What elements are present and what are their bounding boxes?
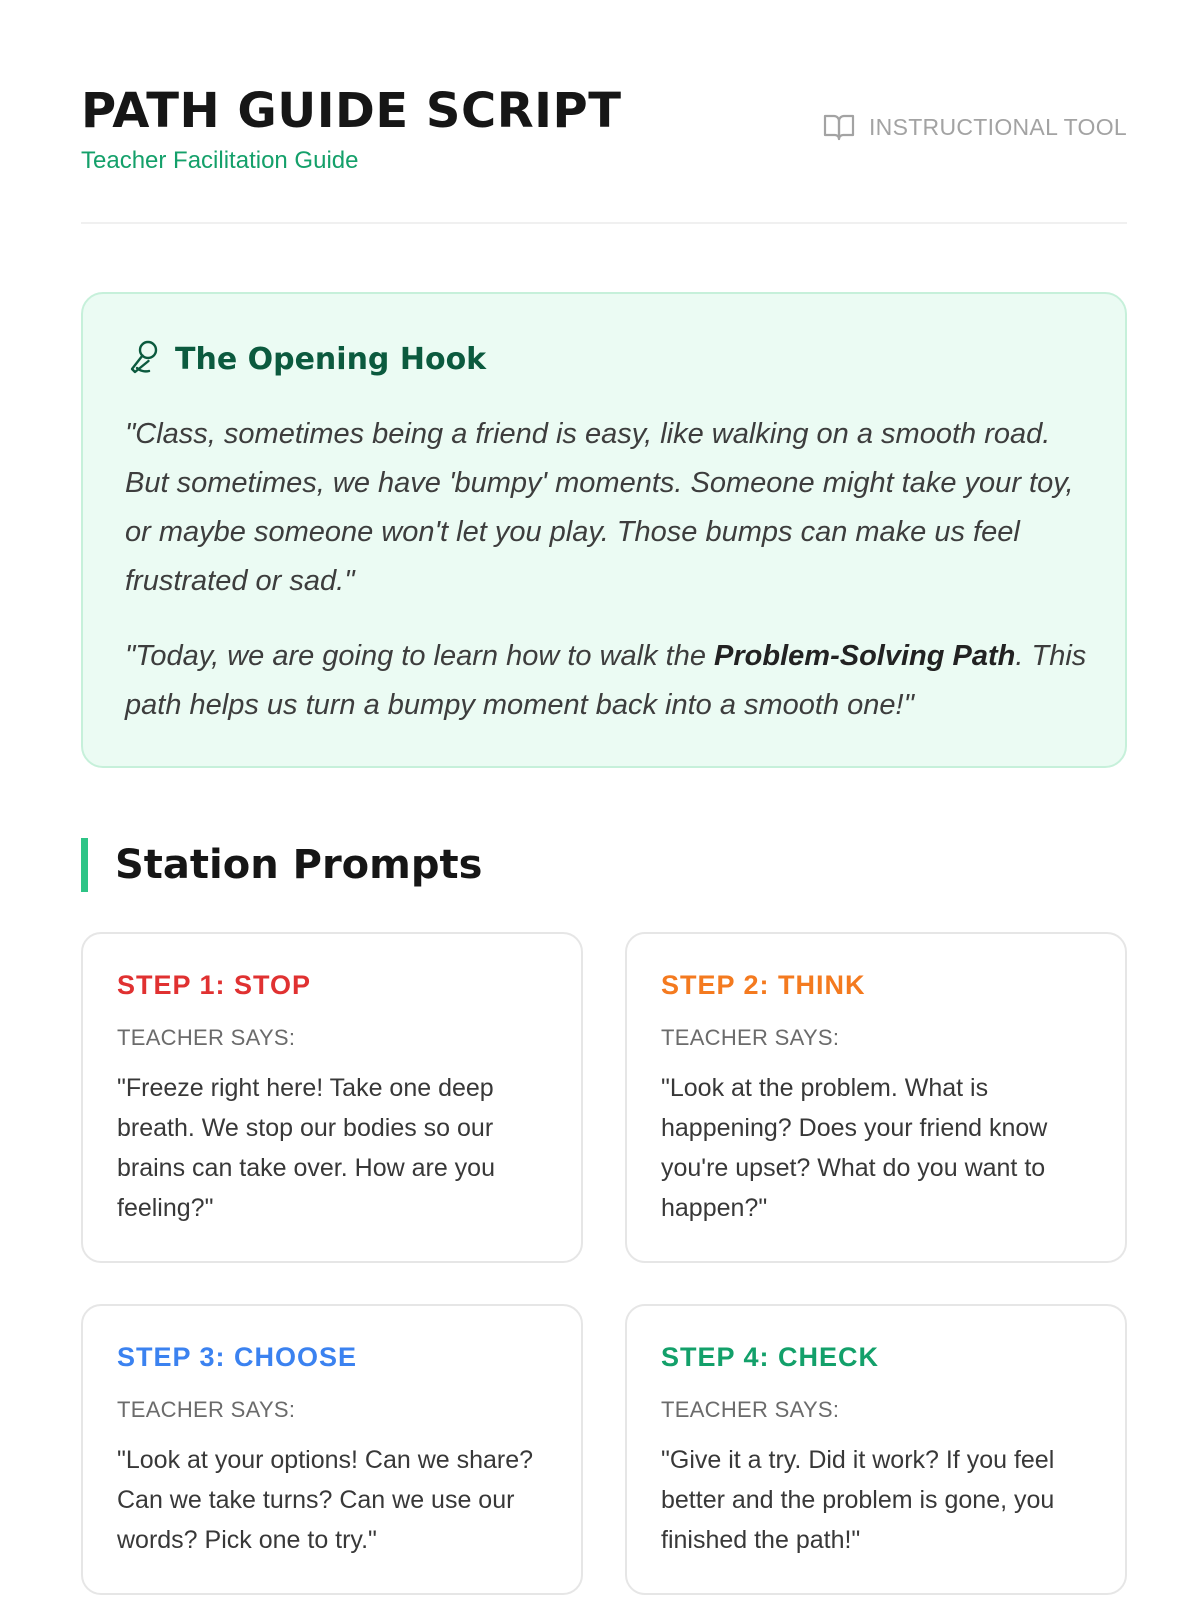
tag-label: INSTRUCTIONAL TOOL <box>868 113 1127 140</box>
page-title: PATH GUIDE SCRIPT <box>81 83 622 139</box>
step-card <box>625 1304 1127 1595</box>
hook-paragraph: "Class, sometimes being a friend is easy, like walking on a smooth road. But sometimes, we have 'bumpy' moments. Someone might take your toy, or maybe someone won't let you play. Those bumps can make us feel frustrated or sad." <box>125 418 1074 597</box>
section-heading <box>81 838 482 892</box>
teacher-says-label: TEACHER SAYS: <box>661 1397 840 1422</box>
step-label: STEP 4: CHECK <box>661 1342 880 1372</box>
step-card <box>81 932 583 1263</box>
step-label: STEP 2: THINK <box>661 970 866 1000</box>
section-title: Station Prompts <box>115 842 483 888</box>
step-label: STEP 1: STOP <box>117 970 312 1000</box>
teacher-says-label: TEACHER SAYS: <box>117 1025 296 1050</box>
page <box>81 0 1127 1554</box>
microphone-icon <box>127 338 161 381</box>
step-card <box>625 932 1127 1263</box>
hook-header <box>127 338 486 381</box>
hook-title: The Opening Hook <box>175 342 487 377</box>
opening-hook-card <box>81 292 1127 768</box>
hook-body <box>125 410 1095 730</box>
step-quote: "Freeze right here! Take one deep breath. We stop our bodies so our brains can take over. How are you feeling?" <box>117 1074 495 1222</box>
page-header <box>81 0 1127 224</box>
hook-text: "Today, we are going to learn how to walk the <box>125 640 715 672</box>
book-open-icon <box>823 113 855 141</box>
hook-text: . This path helps us turn a bumpy moment back into a smooth one!" <box>125 640 1087 721</box>
page-subtitle: Teacher Facilitation Guide <box>81 147 359 174</box>
section-accent-bar <box>81 838 88 892</box>
teacher-says-label: TEACHER SAYS: <box>661 1025 840 1050</box>
step-quote: "Look at your options! Can we share? Can we take turns? Can we use our words? Pick one to try." <box>117 1446 534 1554</box>
hook-emphasis: Problem-Solving Path <box>714 640 1016 672</box>
instructional-tool-tag <box>823 113 1127 141</box>
step-label: STEP 3: CHOOSE <box>117 1342 358 1372</box>
step-quote: "Look at the problem. What is happening? Does your friend know you're upset? What do you want to happen?" <box>661 1074 1048 1222</box>
teacher-says-label: TEACHER SAYS: <box>117 1397 296 1422</box>
step-card <box>81 1304 583 1595</box>
step-quote: "Give it a try. Did it work? If you feel better and the problem is gone, you finished the path!" <box>661 1446 1055 1554</box>
hook-paragraph <box>125 632 1095 730</box>
